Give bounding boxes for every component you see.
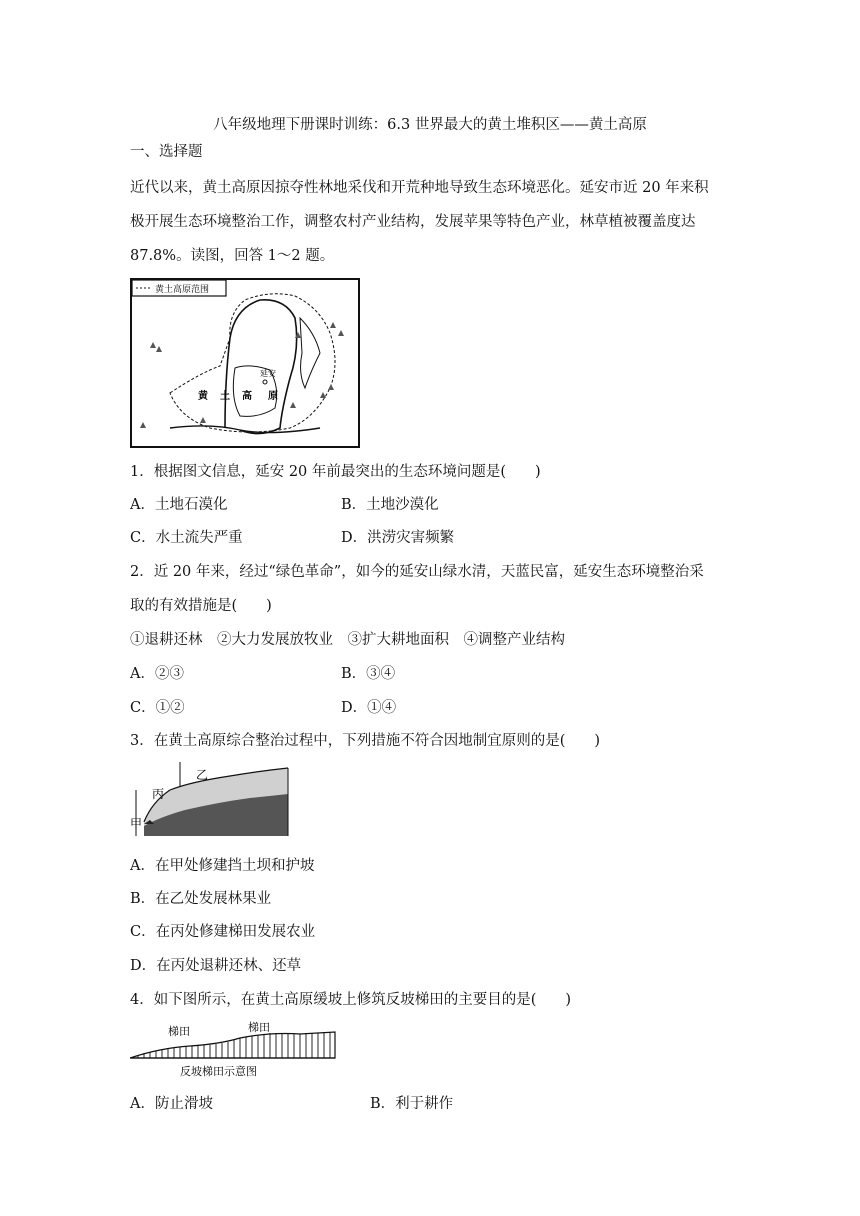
q1-option-d: D．洪涝灾害频繁 (341, 530, 455, 546)
q2-option-a: A．②③ (130, 666, 184, 682)
q1-option-a: A．土地石漠化 (130, 497, 228, 513)
terrace-diagram (130, 1018, 340, 1080)
region-char-2: 土 (220, 391, 230, 402)
q3-option-c: C．在丙处修建梯田发展农业 (130, 924, 316, 940)
page-title: 八年级地理下册课时训练：6.3 世界最大的黄土堆积区——黄土高原 (213, 117, 647, 133)
q2-stem-line-2: 取的有效措施是( ) (130, 598, 272, 614)
terrace-hatch (138, 1032, 330, 1058)
intro-line-1: 近代以来，黄土高原因掠夺性林地采伐和开荒种地导致生态环境恶化。延安市近 20 年来积 (130, 180, 709, 196)
q4-option-a: A．防止滑坡 (130, 1096, 213, 1112)
q2-option-d: D．①④ (341, 700, 397, 716)
loess-plateau-map (130, 278, 360, 448)
terrace-caption: 反坡梯田示意图 (180, 1065, 257, 1078)
yanan-label: 延安 (260, 369, 276, 378)
section-heading: 一、选择题 (130, 144, 203, 160)
region-char-1: 黄 (198, 391, 208, 402)
q1-stem: 1．根据图文信息，延安 20 年前最突出的生态环境问题是( ) (130, 464, 541, 480)
q2-option-b: B．③④ (341, 666, 396, 682)
q1-option-b: B．土地沙漠化 (341, 497, 439, 513)
q3-stem: 3．在黄土高原综合整治过程中，下列措施不符合因地制宜原则的是( ) (130, 733, 601, 749)
yanan-marker (263, 380, 267, 384)
terrace-label-1: 梯田 (168, 1025, 190, 1038)
q1-option-c: C．水土流失严重 (130, 530, 243, 546)
intro-line-2: 极开展生态环境整治工作，调整农村产业结构，发展苹果等特色产业，林草植被覆盖度达 (130, 214, 696, 230)
q2-measures: ①退耕还林 ②大力发展放牧业 ③扩大耕地面积 ④调整产业结构 (130, 632, 565, 648)
q2-stem-line-1: 2．近 20 年来，经过“绿色革命”，如今的延安山绿水清，天蓝民富，延安生态环境整治采 (130, 564, 704, 580)
label-jia: 甲 (130, 817, 143, 831)
q2-option-c: C．①② (130, 700, 185, 716)
q3-option-a: A．在甲处修建挡土坝和护坡 (130, 858, 315, 874)
q3-option-b: B．在乙处发展林果业 (130, 891, 272, 907)
q3-option-d: D．在丙处退耕还林、还草 (130, 958, 302, 974)
region-char-4: 原 (268, 391, 278, 402)
slope-diagram (130, 762, 290, 836)
terrace-label-2: 梯田 (248, 1021, 270, 1034)
intro-line-3: 87.8%。读图，回答 1～2 题。 (130, 248, 335, 264)
label-bing: 丙 (152, 787, 165, 801)
q4-stem: 4．如下图所示，在黄土高原缓坡上修筑反坡梯田的主要目的是( ) (130, 992, 572, 1008)
region-char-3: 高 (242, 391, 252, 402)
q4-option-b: B．利于耕作 (370, 1096, 454, 1112)
map-legend-text: 黄土高原范围 (155, 285, 210, 295)
label-yi: 乙 (196, 768, 209, 782)
